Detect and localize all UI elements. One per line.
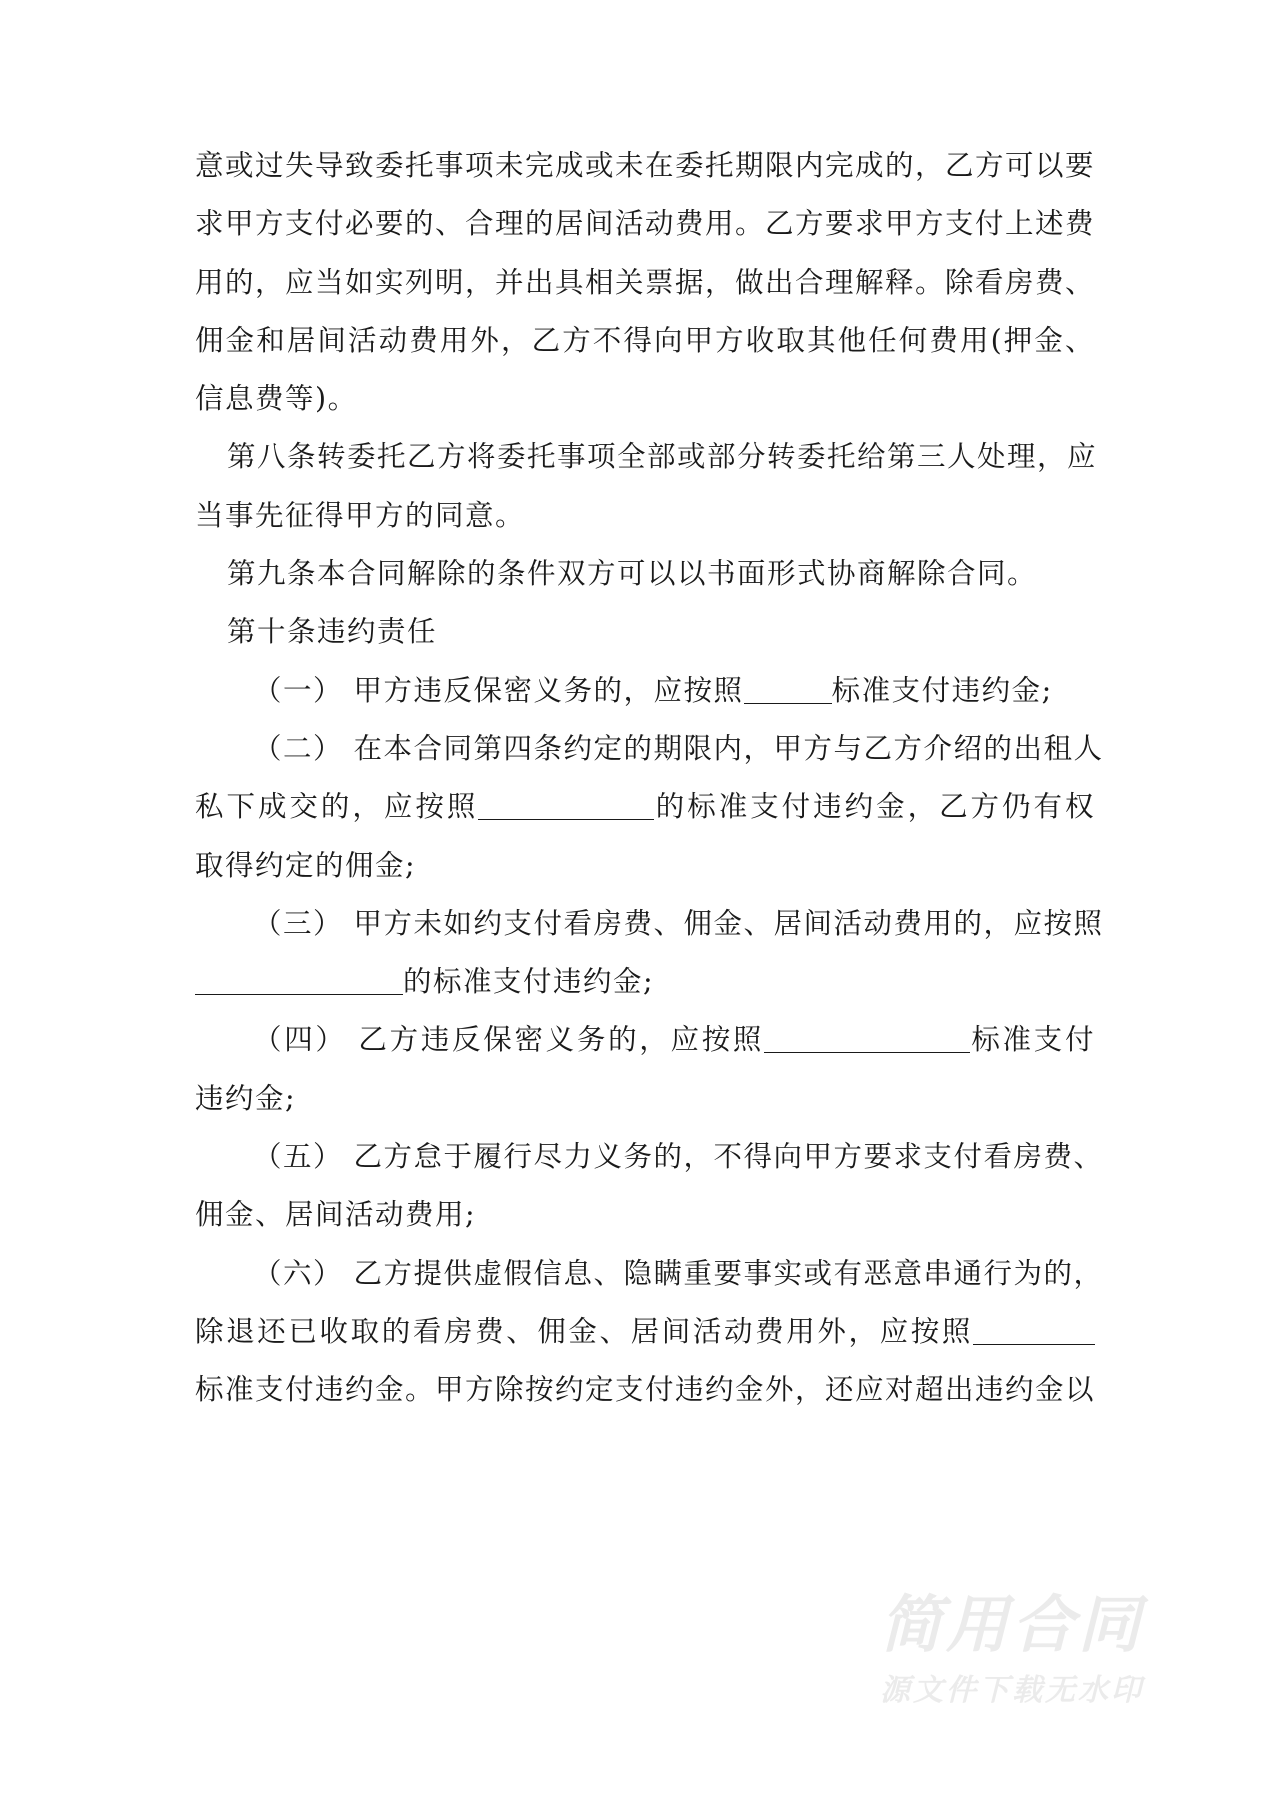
clause-item-2: （二） 在本合同第四条约定的期限内，甲方与乙方介绍的出租人 <box>253 731 1104 765</box>
clause-item-2 <box>195 783 1095 841</box>
clause-item-2: 取得约定的佣金; <box>195 848 417 882</box>
clause-item-4 <box>195 1016 1095 1074</box>
watermark-title: 简用合同 <box>880 1588 1145 1661</box>
clause-item-6 <box>195 1308 1095 1366</box>
clause-item-4: 违约金; <box>195 1081 297 1115</box>
document-body <box>195 142 1104 1425</box>
paragraph-line: 信息费等)。 <box>195 382 358 416</box>
paragraph-line: 佣金和居间活动费用外，乙方不得向甲方收取其他任何费用(押金、 <box>195 323 1095 357</box>
fill-blank[interactable] <box>973 1314 1095 1345</box>
clause-item-5: （五） 乙方怠于履行尽力义务的，不得向甲方要求支付看房费、 <box>253 1140 1104 1174</box>
clause-item-5: 佣金、居间活动费用; <box>195 1198 477 1232</box>
article-8-line: 当事先征得甲方的同意。 <box>195 498 526 532</box>
clause-item-6: 标准支付违约金。甲方除按约定支付违约金外，还应对超出违约金以 <box>195 1373 1096 1407</box>
paragraph-line: 求甲方支付必要的、合理的居间活动费用。乙方要求甲方支付上述费 <box>195 207 1096 241</box>
clause-text: 标准支付违约金; <box>831 673 1053 707</box>
clause-text: 私下成交的，应按照 <box>195 790 479 824</box>
paragraph-line: 意或过失导致委托事项未完成或未在委托期限内完成的，乙方可以要 <box>195 149 1096 182</box>
paragraph-line: 用的，应当如实列明，并出具相关票据，做出合理解释。除看房费、 <box>195 265 1096 299</box>
fill-blank[interactable] <box>195 964 403 995</box>
clause-item-3 <box>195 958 1095 1016</box>
article-9-line: 第九条本合同解除的条件双方可以以书面形式协商解除合同。 <box>227 557 1038 591</box>
clause-text: （一） 甲方违反保密义务的，应按照 <box>253 673 744 707</box>
clause-text: 除退还已收取的看房费、佣金、居间活动费用外，应按照 <box>195 1314 973 1348</box>
fill-blank[interactable] <box>744 673 832 704</box>
clause-text: 标准支付 <box>970 1023 1095 1057</box>
clause-text: （四） 乙方违反保密义务的，应按照 <box>253 1023 765 1057</box>
article-10-heading: 第十条违约责任 <box>227 615 438 649</box>
clause-item-1 <box>195 667 1095 725</box>
article-8-line: 第八条转委托乙方将委托事项全部或部分转委托给第三人处理，应 <box>227 440 1098 474</box>
clause-item-3: （三） 甲方未如约支付看房费、佣金、居间活动费用的，应按照 <box>253 906 1104 940</box>
clause-item-6: （六） 乙方提供虚假信息、隐瞒重要事实或有恶意串通行为的， <box>253 1256 1104 1290</box>
fill-blank[interactable] <box>764 1022 970 1053</box>
clause-text: 的标准支付违约金; <box>403 965 655 999</box>
watermark <box>880 1590 1200 1740</box>
clause-text: 的标准支付违约金，乙方仍有权 <box>654 790 1095 824</box>
fill-blank[interactable] <box>478 789 654 820</box>
watermark-subtitle: 源文件下载无水印 <box>880 1673 1144 1708</box>
